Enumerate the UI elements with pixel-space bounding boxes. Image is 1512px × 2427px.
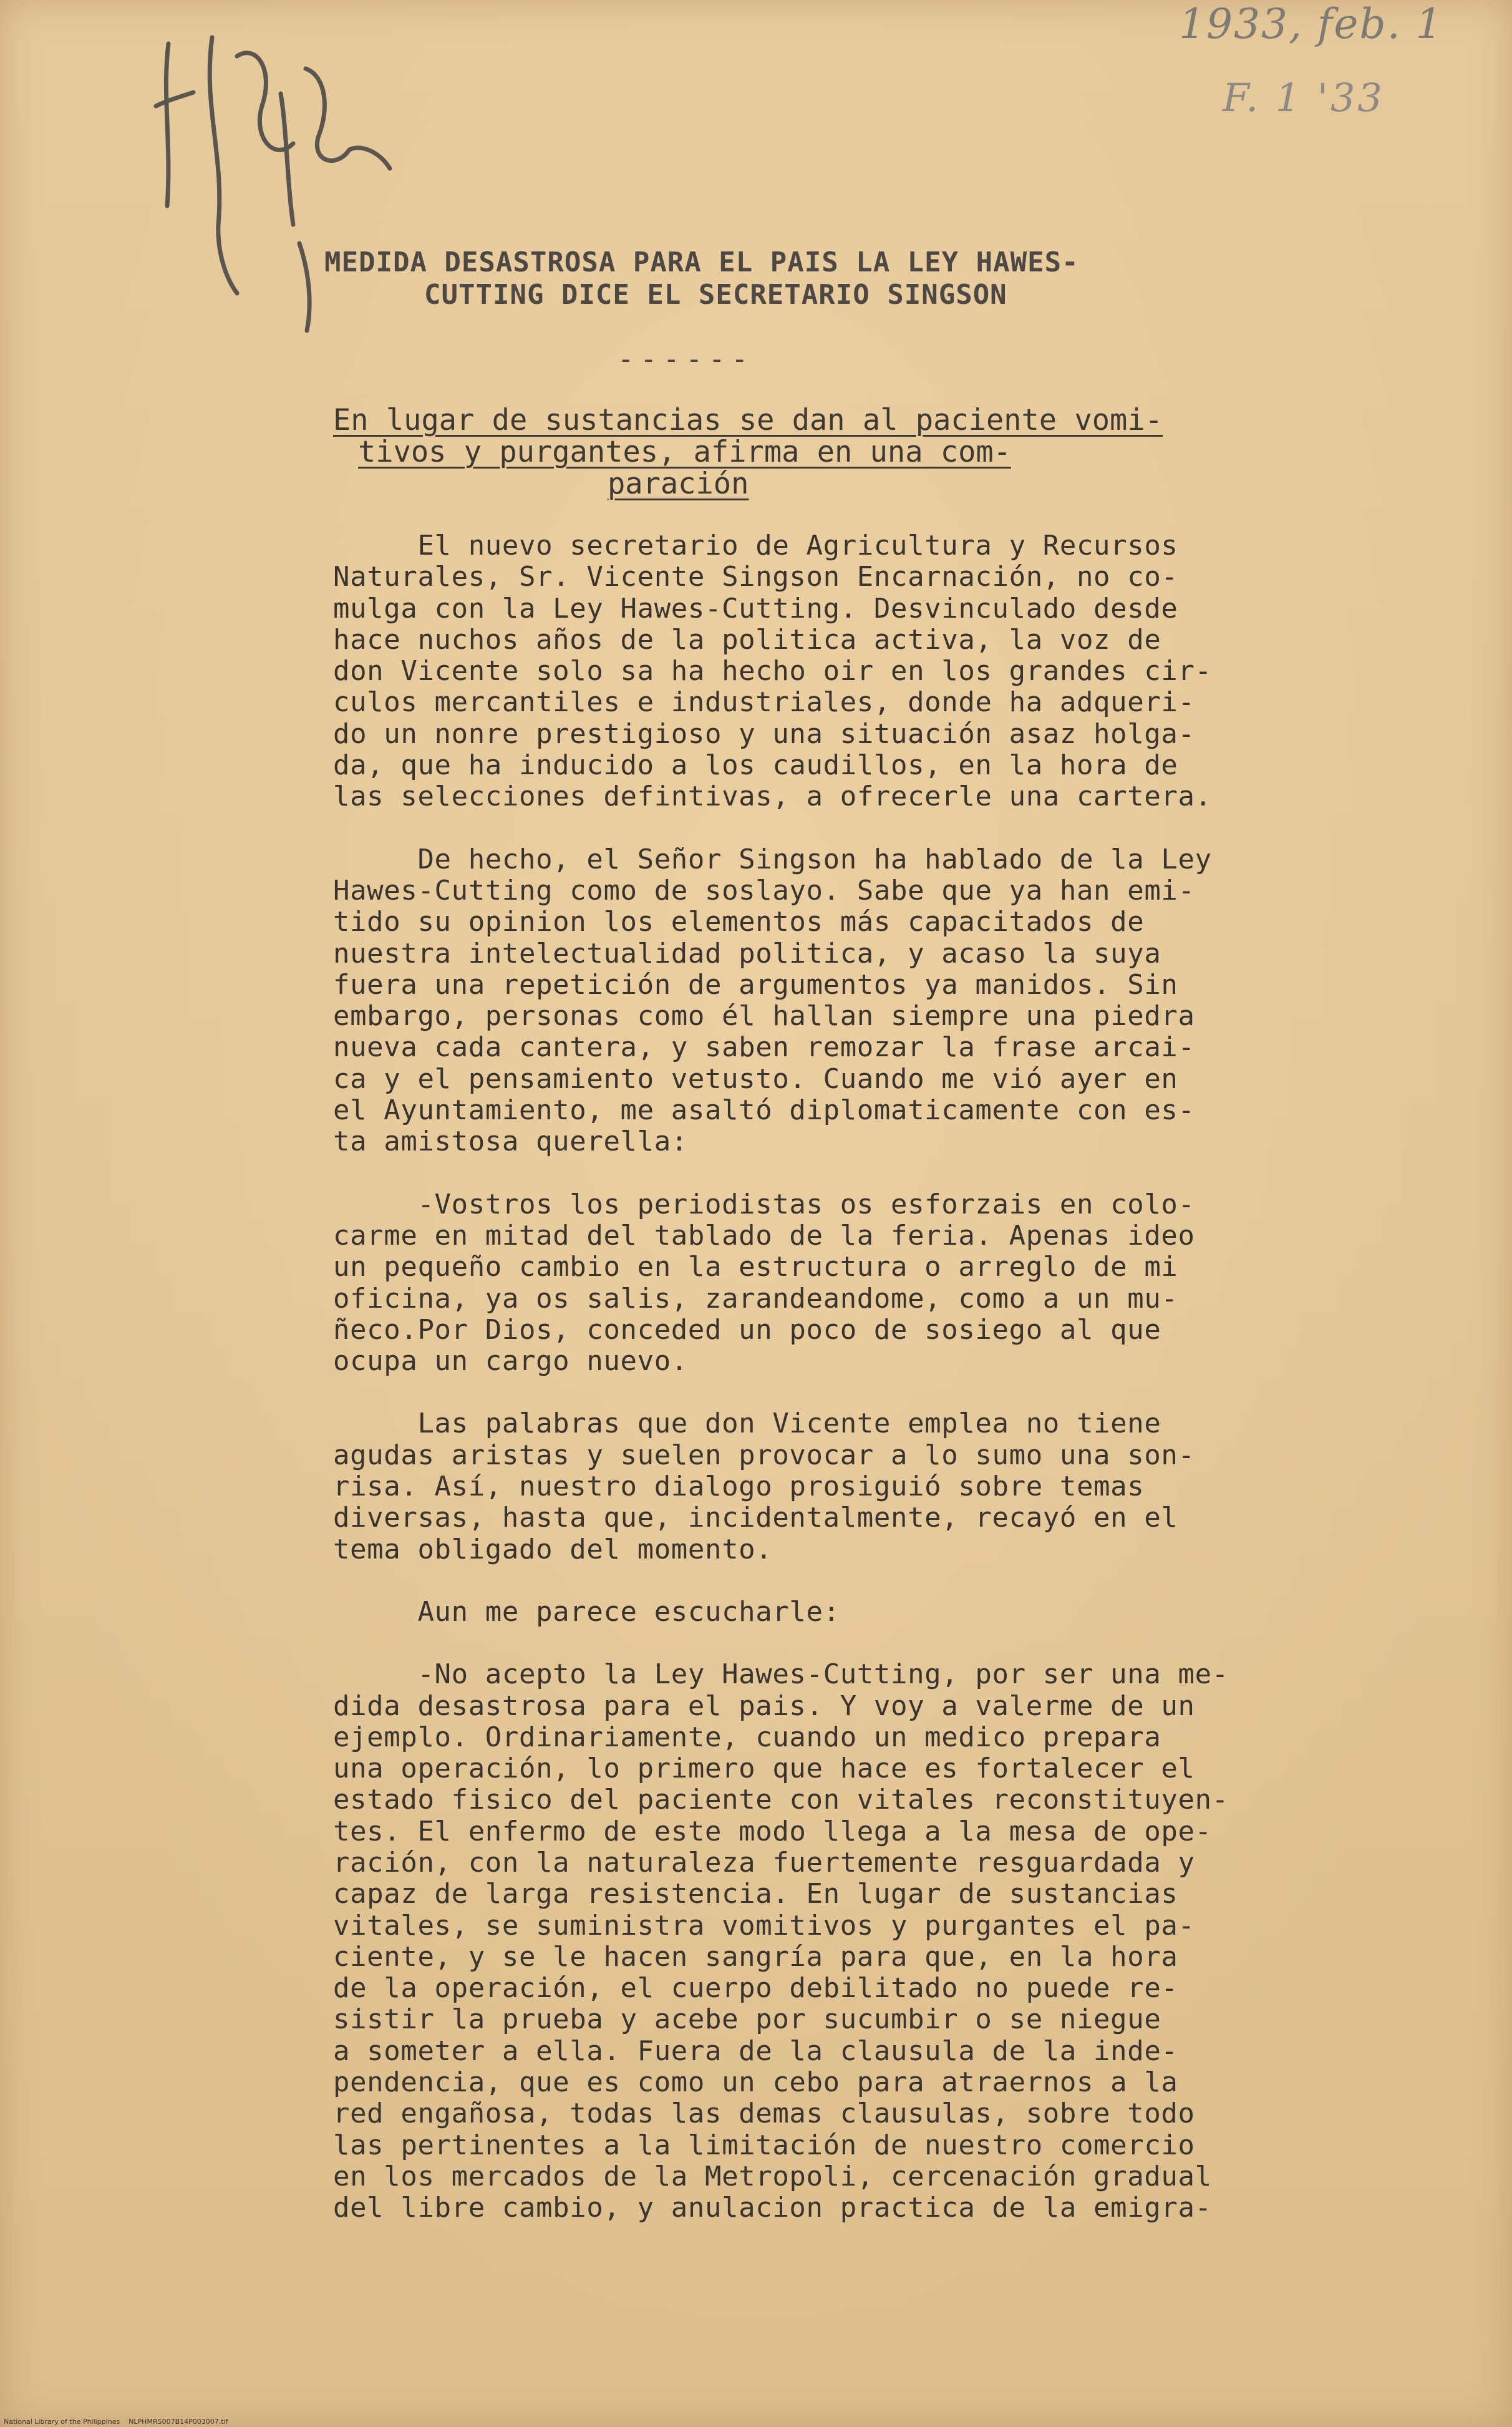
text-line: ñeco.Por Dios, conceded un poco de sosiego al que	[333, 1313, 1161, 1346]
paragraph	[333, 844, 1331, 1158]
text-line: ta amistosa querella:	[333, 1126, 688, 1158]
text-line: embargo, personas como él hallan siempre una piedra	[333, 1000, 1195, 1033]
text-line: Aun me parece escucharle:	[333, 1595, 840, 1628]
subheadline-line-2: tivos y purgantes, afirma en una com-	[358, 435, 1011, 469]
text-line: nuestra intelectualidad politica, y acaso la suya	[333, 937, 1161, 970]
text-line: Naturales, Sr. Vicente Singson Encarnación, no co-	[333, 561, 1178, 593]
text-line: do un nonre prestigioso y una situación asaz holga-	[333, 717, 1195, 750]
subheadline-line-1: En lugar de sustancias se dan al paciente vomi-	[333, 403, 1163, 437]
paragraph	[333, 1597, 1331, 1628]
text-line: del libre cambio, y anulacion practica de la emigra-	[333, 2192, 1212, 2224]
paragraph	[333, 1408, 1331, 1565]
text-line: de la operación, el cuerpo debilitado no puede re-	[333, 1972, 1178, 2005]
handwritten-reference: F. 1 '33	[1223, 75, 1385, 120]
separator: ------	[618, 343, 754, 375]
handwritten-date: 1933, feb. 1	[1179, 0, 1443, 48]
text-line: oficina, ya os salis, zarandeandome, como a un mu-	[333, 1282, 1178, 1315]
text-line: ejemplo. Ordinariamente, cuando un medico prepara	[333, 1721, 1161, 1753]
text-line: da, que ha inducido a los caudillos, en la hora de	[333, 749, 1178, 782]
text-line: un pequeño cambio en la estructura o arreglo de mi	[333, 1251, 1178, 1283]
text-line: en los mercados de la Metropoli, cercenación gradual	[333, 2160, 1212, 2192]
text-line: ca y el pensamiento vetusto. Cuando me vió ayer en	[333, 1063, 1178, 1095]
text-line: ración, con la naturaleza fuertemente resguardada y	[333, 1846, 1195, 1879]
text-line: don Vicente solo sa ha hecho oir en los grandes cir-	[333, 655, 1212, 688]
text-line: tema obligado del momento.	[333, 1533, 773, 1565]
text-line: dida desastrosa para el pais. Y voy a valerme de un	[333, 1690, 1195, 1722]
text-line: tes. El enfermo de este modo llega a la mesa de ope-	[333, 1815, 1212, 1847]
text-line: ocupa un cargo nuevo.	[333, 1345, 688, 1378]
text-line: Las palabras que don Vicente emplea no tiene	[333, 1408, 1161, 1440]
text-line: el Ayuntamiento, me asaltó diplomaticamente con es-	[333, 1094, 1195, 1127]
paragraph	[333, 1189, 1331, 1378]
text-line: carme en mitad del tablado de la feria. Apenas ideo	[333, 1219, 1195, 1252]
headline	[324, 246, 1210, 311]
text-line: estado fisico del paciente con vitales reconstituyen-	[333, 1784, 1229, 1816]
text-line: -Vostros los periodistas os esforzais en colo-	[333, 1188, 1195, 1220]
text-line: las selecciones defintivas, a ofrecerle una cartera.	[333, 781, 1212, 813]
text-line: nueva cada cantera, y saben remozar la frase arcai-	[333, 1031, 1195, 1064]
paragraph	[333, 530, 1331, 813]
text-line: agudas aristas y suelen provocar a lo sumo una son-	[333, 1439, 1195, 1471]
headline-line-1: MEDIDA DESASTROSA PARA EL PAIS LA LEY HAWES-	[324, 246, 1079, 278]
footer-caption: National Library of the Philippines NLPHMRS007B14P003007.tif	[4, 2418, 228, 2426]
text-line: a someter a ella. Fuera de la clausula de la inde-	[333, 2035, 1178, 2067]
text-line: culos mercantiles e industriales, donde ha adqueri-	[333, 686, 1195, 719]
subheadline-line-3: paración	[608, 467, 749, 501]
headline-line-2: CUTTING DICE EL SECRETARIO SINGSON	[424, 279, 1007, 311]
text-line: hace nuchos años de la politica activa, la voz de	[333, 623, 1161, 656]
text-line: ciente, y se le hacen sangría para que, en la hora	[333, 1940, 1178, 1973]
text-line: De hecho, el Señor Singson ha hablado de la Ley	[333, 843, 1212, 875]
text-line: -No acepto la Ley Hawes-Cutting, por ser una me-	[333, 1658, 1229, 1691]
text-line: El nuevo secretario de Agricultura y Recursos	[333, 530, 1178, 562]
text-line: mulga con la Ley Hawes-Cutting. Desvinculado desde	[333, 592, 1178, 625]
article-body	[333, 530, 1331, 2255]
paragraph	[333, 1659, 1331, 2224]
text-line: red engañosa, todas las demas clausulas, sobre todo	[333, 2098, 1195, 2130]
text-line: sistir la prueba y acebe por sucumbir o se niegue	[333, 2003, 1161, 2036]
text-line: tido su opinion los elementos más capacitados de	[333, 906, 1145, 938]
text-line: capaz de larga resistencia. En lugar de sustancias	[333, 1878, 1178, 1910]
text-line: las pertinentes a la limitación de nuestro comercio	[333, 2129, 1195, 2161]
text-line: una operación, lo primero que hace es fortalecer el	[333, 1753, 1195, 1785]
text-line: fuera una repetición de argumentos ya manidos. Sin	[333, 968, 1178, 1001]
text-line: Hawes-Cutting como de soslayo. Sabe que ya han emi-	[333, 874, 1195, 907]
text-line: vitales, se suministra vomitivos y purgantes el pa-	[333, 1909, 1195, 1942]
text-line: diversas, hasta que, incidentalmente, recayó en el	[333, 1502, 1178, 1534]
text-line: pendencia, que es como un cebo para atraernos a la	[333, 2066, 1178, 2099]
text-line: risa. Así, nuestro dialogo prosiguió sobre temas	[333, 1471, 1145, 1503]
subheadline	[333, 404, 1306, 500]
